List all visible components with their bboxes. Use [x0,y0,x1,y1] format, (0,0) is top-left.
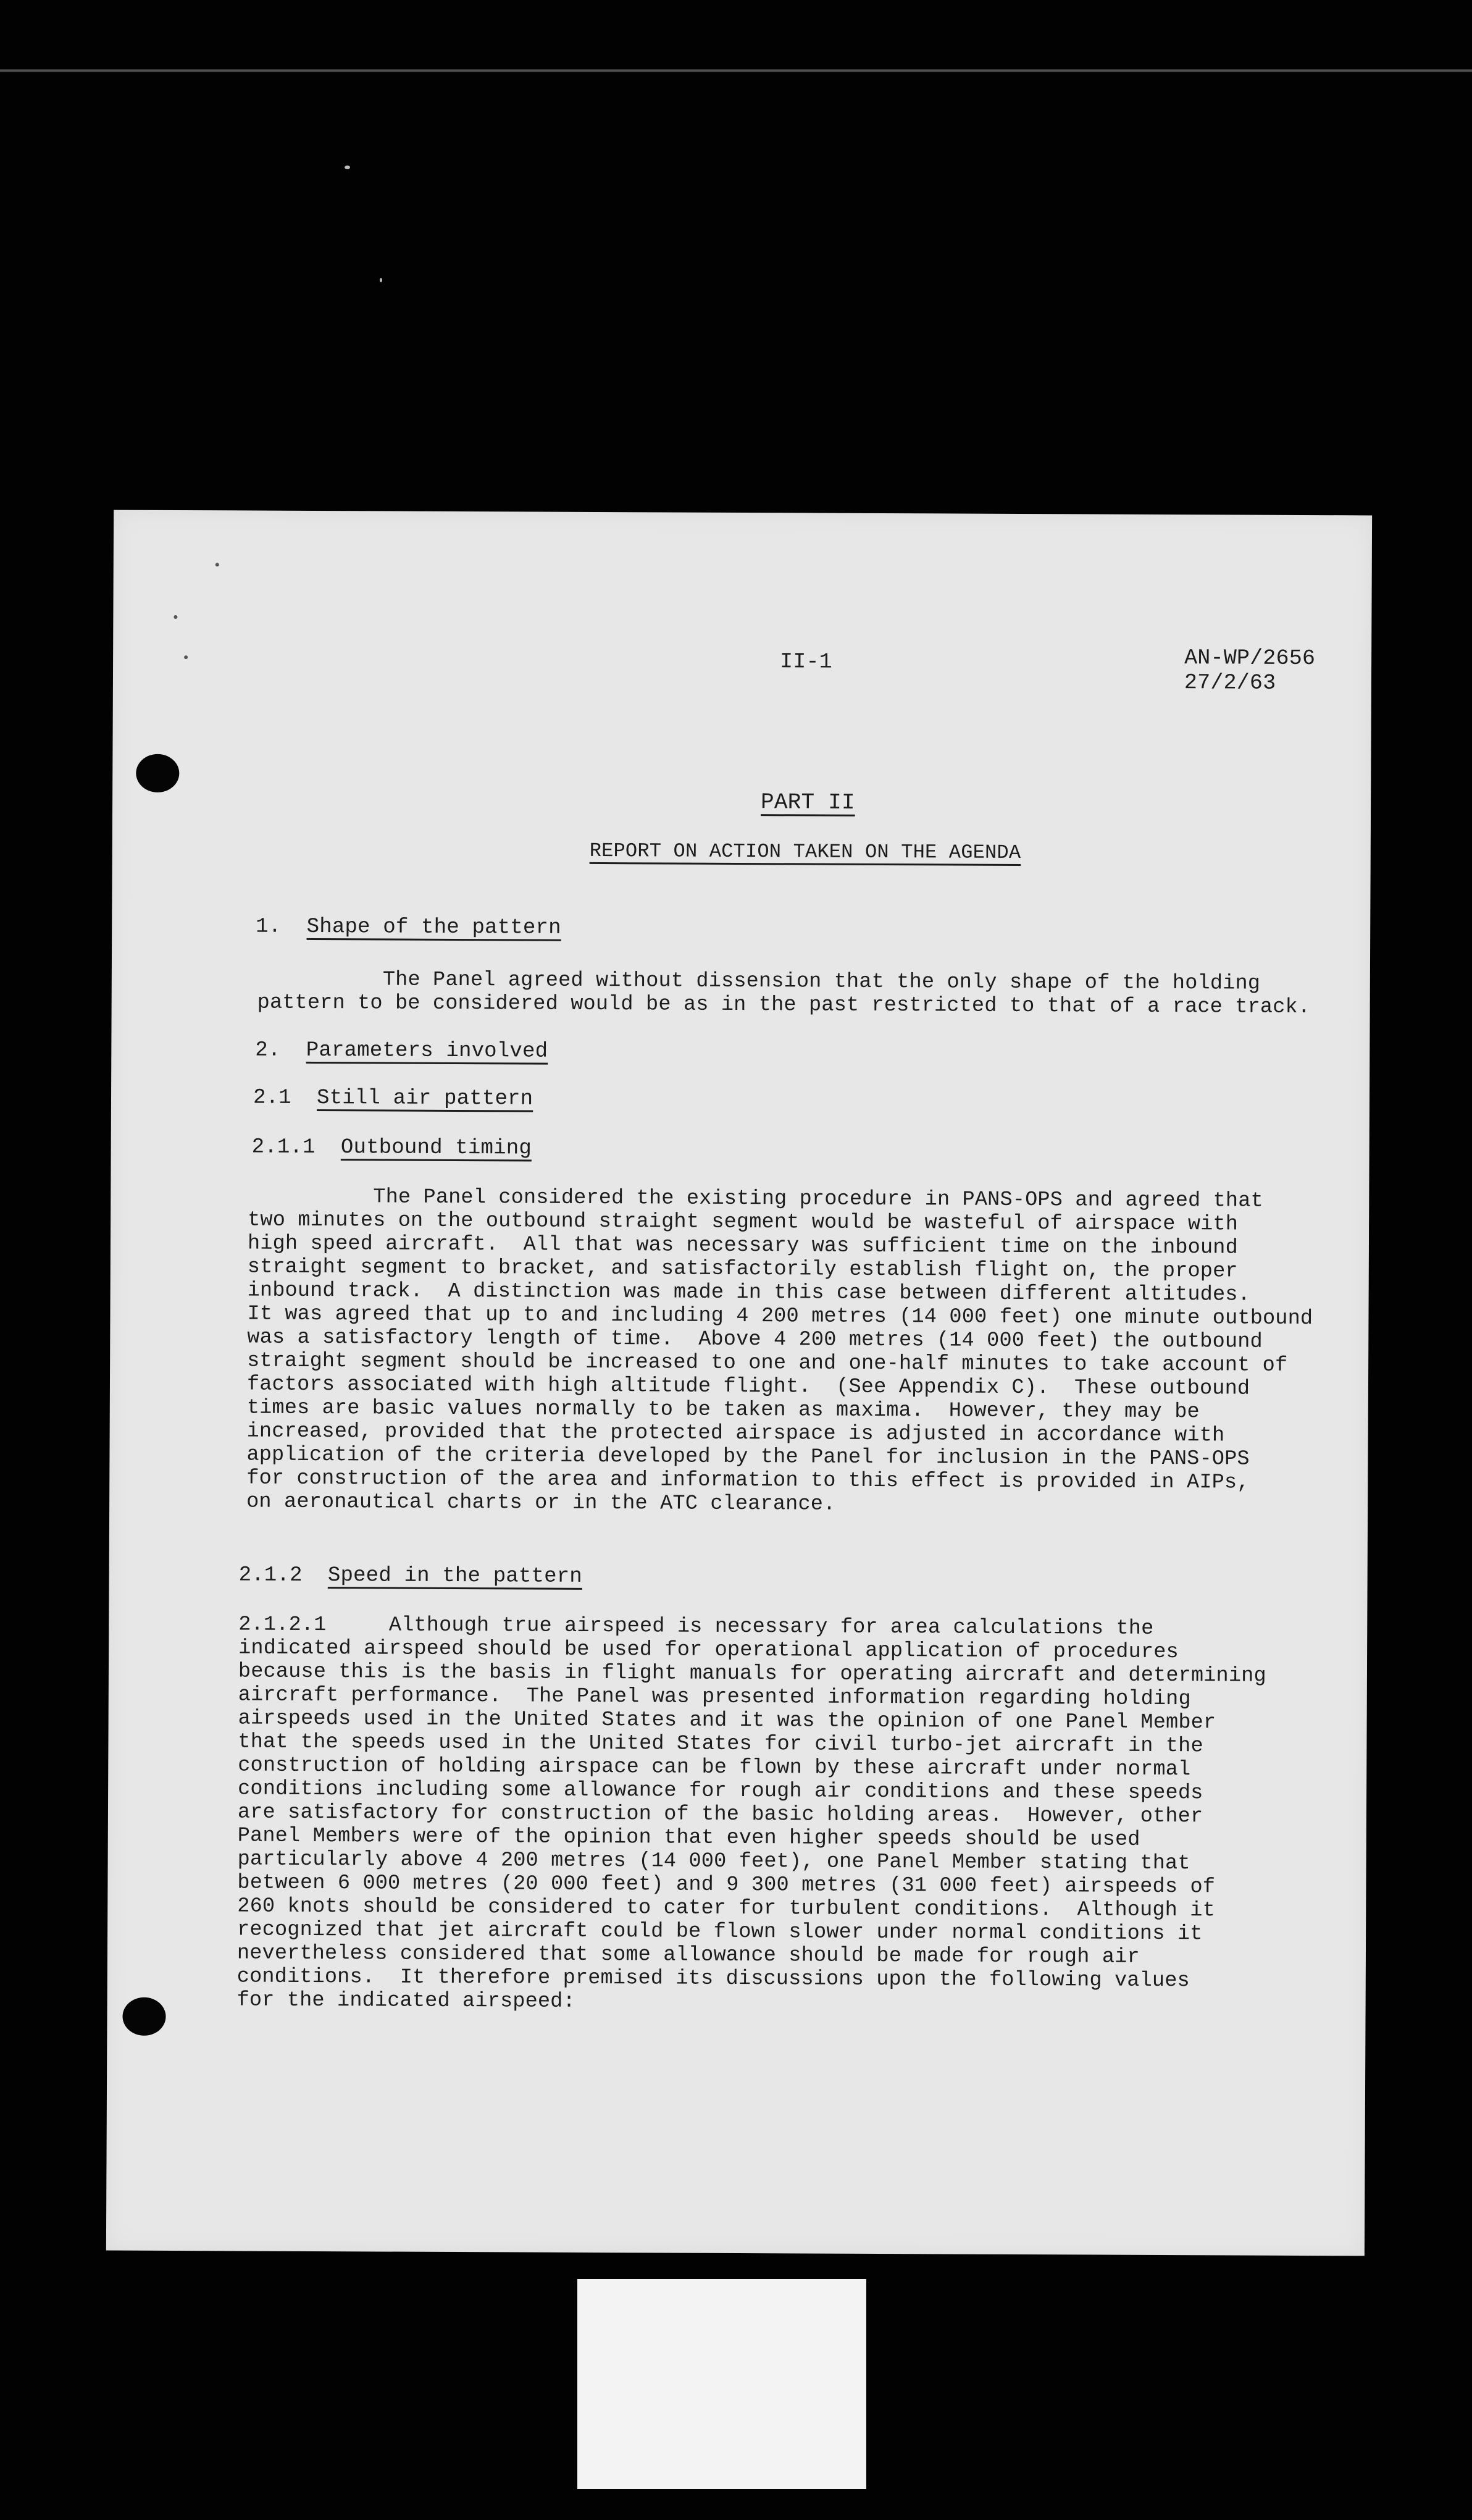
section-number: 2. [255,1038,281,1062]
report-title: REPORT ON ACTION TAKEN ON THE AGENDA [589,839,1021,864]
film-edge-line [0,69,1472,72]
section-title: Speed in the pattern [327,1564,583,1589]
section-number: 2.1 [253,1086,291,1110]
document-page [106,510,1372,2256]
section-heading-2-1 [253,1086,533,1111]
blank-frame-label [577,2279,866,2489]
section-2-1-1-paragraph: The Panel considered the existing procedure in PANS-OPS and agreed that two minutes on the outbound straight segment would be wasteful of airspace with high speed aircraft. All that was necessary was sufficient time on the inbound straight segment to bracket, and satisfactorily establish flight on, the proper inbound track. A distinction was made in this case between different altitudes. It was agreed that up to and including 4 200 metres (14 000 feet) one minute outbound was a satisfactory length of time. Above 4 200 metres (14 000 feet) the outbound straight segment should be increased to one and one-half minutes to take account of factors associated with high altitude flight. (See Appendix C). These outbound times are basic values normally to be taken as maxima. However, they may be increased, provided that the protected airspace is adjusted in accordance with application of the criteria developed by the Panel for inclusion in the PANS-OPS for construction of the area and information to this effect is provided in AIPs, on aeronautical charts or in the ATC clearance. [246,1185,1313,1516]
section-heading-1 [256,915,561,940]
section-title: Outbound timing [340,1136,532,1161]
punch-hole [136,754,179,792]
page-speck [174,615,177,619]
document-date: 27/2/63 [1184,670,1276,695]
section-title: Parameters involved [306,1038,548,1064]
section-number: 2.1.1 [251,1135,316,1160]
section-1-paragraph: The Panel agreed without dissension that the only shape of the holding pattern to be considered would be as in the past restricted to that of a race track. [257,967,1311,1020]
document-reference: AN-WP/2656 [1184,645,1316,671]
page-speck [184,655,188,659]
section-number: 1. [256,915,282,939]
film-speck [380,278,382,282]
section-heading-2-1-2 [239,1563,582,1588]
film-speck [345,166,350,169]
section-2-1-2-paragraph: 2.1.2.1 Although true airspeed is necessary for area calculations the indicated airspeed should be used for operational application of procedures because this is the basis in flight manuals for operating aircraft and determining aircraft performance. The Panel was presented information regarding holding airspeeds used in the United States and it was the opinion of one Panel Member that the speeds used in the United States for civil turbo-jet aircraft in the construction of holding airspace can be flown by these aircraft under normal conditions including some allowance for rough air conditions and these speeds are satisfactory for construction of the basic holding areas. However, other Panel Members were of the opinion that even higher speeds should be used particularly above 4 200 metres (14 000 feet), one Panel Member stating that between 6 000 metres (20 000 feet) and 9 300 metres (31 000 feet) airspeeds of 260 knots should be considered to cater for turbulent conditions. Although it recognized that jet aircraft could be flown slower under normal conditions it nevertheless considered that some allowance should be made for rough air conditions. It therefore premised its discussions upon the following values for the indicated airspeed: [236,1613,1266,2014]
section-title: Still air pattern [316,1086,533,1111]
document-reference-block [1184,645,1315,695]
section-heading-2 [255,1039,548,1064]
page-number: II-1 [780,649,833,674]
section-heading-2-1-1 [252,1136,532,1161]
punch-hole [122,1997,165,2036]
section-number: 2.1.2 [238,1563,303,1587]
part-title: PART II [761,789,855,815]
section-title: Shape of the pattern [306,915,561,940]
page-speck [215,563,219,566]
